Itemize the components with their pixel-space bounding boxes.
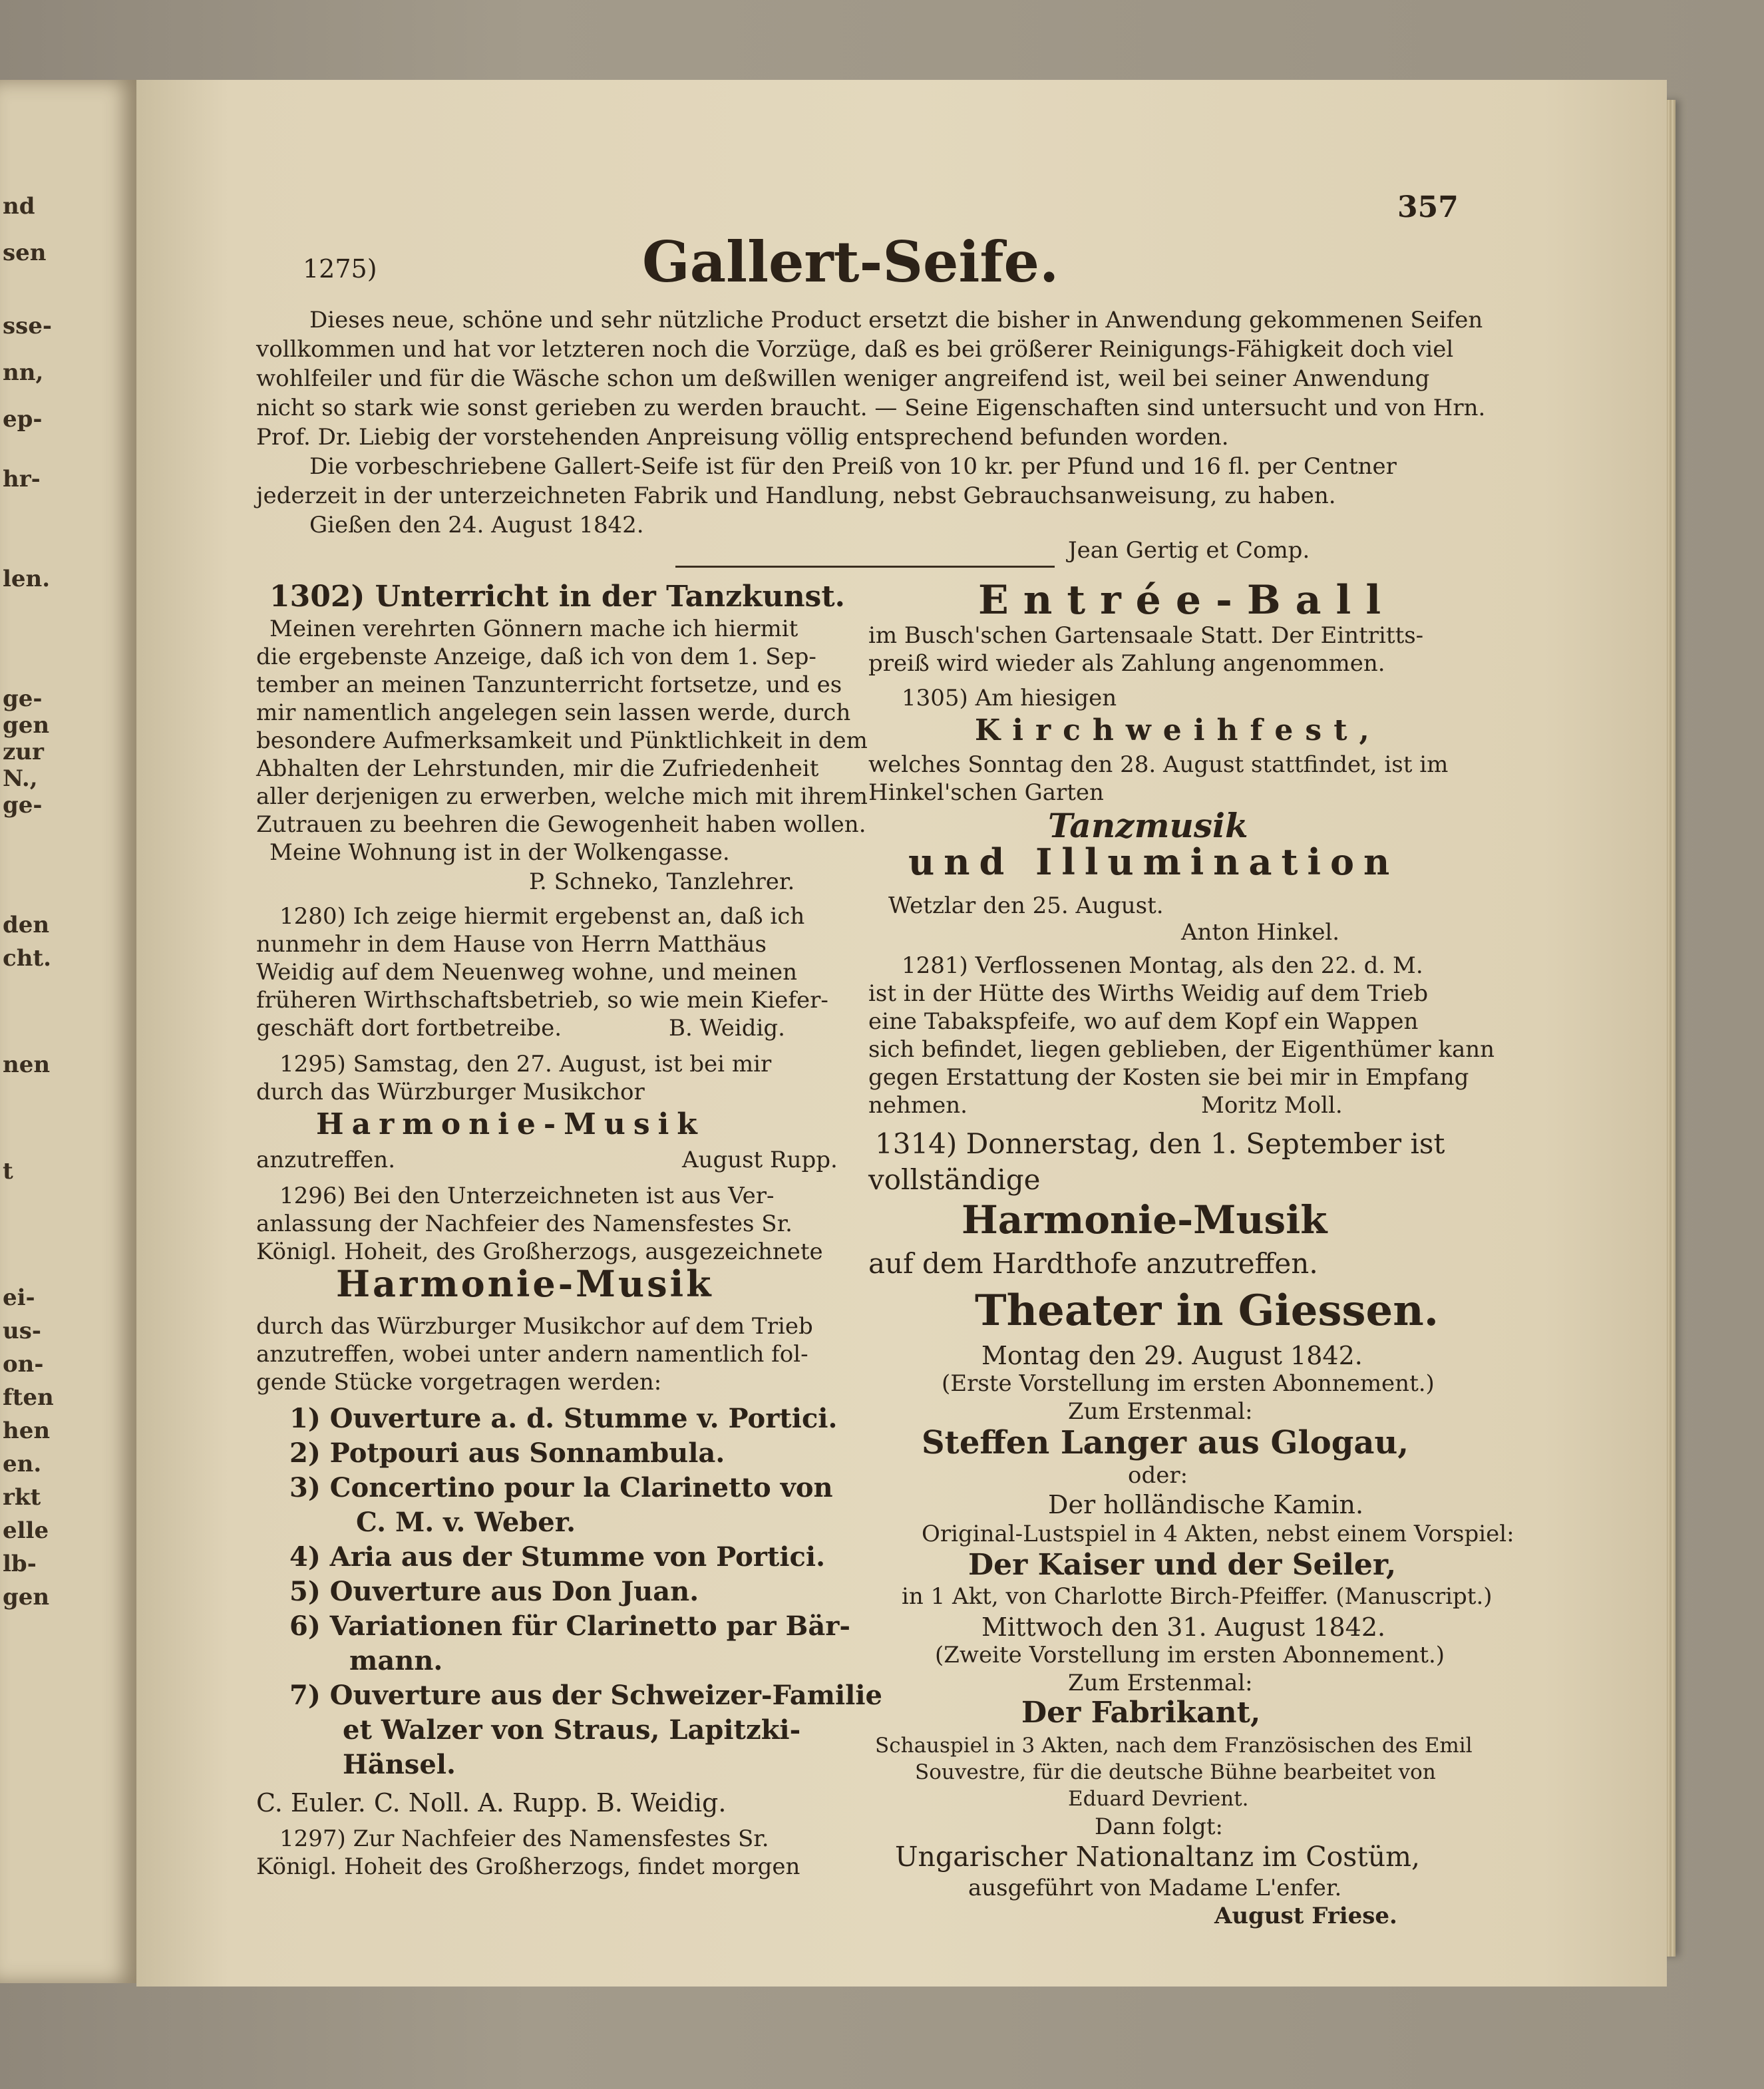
text-line: sich befindet, liegen geblieben, der Eigenthümer kann — [868, 1036, 1495, 1063]
newspaper-page — [136, 80, 1667, 1987]
left-page-fragment: en. — [3, 1451, 42, 1477]
ad-title: Harmonie-Musik — [316, 1107, 705, 1141]
program-item: 2) Potpouri aus Sonnambula. — [289, 1437, 725, 1469]
text-line: Meinen verehrten Gönnern mache ich hiermit — [269, 616, 798, 642]
text-line: oder: — [1128, 1462, 1188, 1489]
text-line: Ungarischer Nationaltanz im Costüm, — [895, 1841, 1421, 1873]
ad-title: Gallert-Seife. — [642, 229, 1059, 295]
text-line: (Erste Vorstellung im ersten Abonnement.) — [942, 1370, 1435, 1397]
text-line: vollkommen und hat vor letzteren noch die Vorzüge, daß es bei größerer Reinigungs-Fähigkeit doch viel — [256, 336, 1454, 363]
left-page-fragment: nn, — [3, 359, 44, 386]
text-line: ist in der Hütte des Wirths Weidig auf dem Trieb — [868, 980, 1429, 1007]
left-page-fragment: rkt — [3, 1484, 41, 1511]
text-line: Königl. Hoheit, des Großherzogs, ausgezeichnete — [256, 1238, 823, 1265]
left-page-fragment: den — [3, 912, 50, 938]
text-line: die ergebenste Anzeige, daß ich von dem 1. Sep- — [256, 644, 816, 670]
text-line: auf dem Hardthofe anzutreffen. — [868, 1247, 1318, 1280]
program-item: 5) Ouverture aus Don Juan. — [289, 1576, 699, 1607]
text-line: eine Tabakspfeife, wo auf dem Kopf ein Wappen — [868, 1008, 1419, 1035]
text-line: nehmen. — [868, 1092, 968, 1119]
left-page-fragment: N., — [3, 765, 38, 792]
ad-title: Entrée-Ball — [978, 577, 1396, 624]
text-line: preiß wird wieder als Zahlung angenommen. — [868, 650, 1385, 677]
text-line: durch das Würzburger Musikchor auf dem Trieb — [256, 1313, 813, 1340]
text-line: geschäft dort fortbetreibe. — [256, 1015, 562, 1042]
text-line: anzutreffen, wobei unter andern namentlich fol- — [256, 1341, 808, 1368]
text-line: Zum Erstenmal: — [1068, 1398, 1253, 1425]
divider-rule — [675, 566, 1055, 568]
text-line: Abhalten der Lehrstunden, mir die Zufriedenheit — [256, 755, 819, 782]
left-page-fragment: on- — [3, 1351, 44, 1378]
left-page-fragment: ge- — [3, 792, 43, 819]
text-line: nicht so stark wie sonst gerieben zu werden braucht. — Seine Eigenschaften sind untersucht und von Hrn. — [256, 395, 1486, 421]
text-line: Souvestre, für die deutsche Bühne bearbeitet von — [915, 1760, 1436, 1784]
left-page-fragment: sse- — [3, 313, 53, 339]
left-page-fragment: t — [3, 1158, 13, 1185]
text-line: 1281) Verflossenen Montag, als den 22. d. M. — [902, 952, 1423, 979]
text-line: Zum Erstenmal: — [1068, 1670, 1253, 1696]
text-line: Die vorbeschriebene Gallert-Seife ist für den Preiß von 10 kr. per Pfund und 16 fl. per Centner — [309, 453, 1397, 480]
ad-title: Harmonie-Musik — [962, 1197, 1327, 1242]
left-page-margin — [0, 80, 136, 1983]
text-line: 1295) Samstag, den 27. August, ist bei mir — [279, 1051, 772, 1077]
left-page-fragment: gen — [3, 1584, 50, 1611]
text-line: früheren Wirthschaftsbetrieb, so wie mein Kiefer- — [256, 987, 828, 1014]
program-item: 6) Variationen für Clarinetto par Bär- — [289, 1611, 850, 1642]
ad-number: 1275) — [303, 254, 377, 284]
text-line: 1297) Zur Nachfeier des Namensfestes Sr. — [279, 1825, 769, 1852]
left-page-fragment: gen — [3, 712, 50, 739]
program-item: et Walzer von Straus, Lapitzki- — [343, 1714, 801, 1746]
text-line: aller derjenigen zu erwerben, welche mich mit ihrem — [256, 783, 868, 810]
left-page-fragment: nd — [3, 193, 35, 220]
left-page-fragment: us- — [3, 1318, 41, 1344]
text-line: nunmehr in dem Hause von Herrn Matthäus — [256, 931, 767, 958]
text-line: wohlfeiler und für die Wäsche schon um deßwillen weniger angreifend ist, weil bei seiner Anwendung — [256, 365, 1430, 392]
text-line: im Busch'schen Gartensaale Statt. Der Eintritts- — [868, 622, 1424, 649]
program-item: 7) Ouverture aus der Schweizer-Familie — [289, 1680, 882, 1711]
left-page-fragment: lb- — [3, 1551, 37, 1577]
left-page-fragment: ep- — [3, 406, 43, 433]
text-line: anzutreffen. — [256, 1147, 395, 1173]
text-line: 1314) Donnerstag, den 1. September ist — [875, 1127, 1445, 1160]
signature: Anton Hinkel. — [1181, 919, 1340, 946]
signature: B. Weidig. — [669, 1015, 785, 1042]
text-line: Eduard Devrient. — [1068, 1787, 1249, 1811]
ad-title: Harmonie-Musik — [336, 1262, 714, 1305]
ad-number: 1302) — [269, 580, 365, 614]
left-page-fragment: ge- — [3, 685, 43, 712]
left-page-fragment: nen — [3, 1051, 51, 1078]
signature: August Rupp. — [682, 1147, 838, 1173]
text-line: gende Stücke vorgetragen werden: — [256, 1369, 662, 1396]
text-line: Prof. Dr. Liebig der vorstehenden Anpreisung völlig entsprechend befunden worden. — [256, 424, 1229, 451]
text-line: Zutrauen zu beehren die Gewogenheit haben wollen. — [256, 811, 866, 838]
left-page-fragment: len. — [3, 566, 51, 592]
text-line: Schauspiel in 3 Akten, nach dem Französischen des Emil — [875, 1734, 1473, 1758]
text-line: Der holländische Kamin. — [1048, 1490, 1364, 1519]
text-line: gegen Erstattung der Kosten sie bei mir in Empfang — [868, 1064, 1469, 1091]
text-line: durch das Würzburger Musikchor — [256, 1079, 645, 1105]
text-line: Original-Lustspiel in 4 Akten, nebst einem Vorspiel: — [922, 1521, 1514, 1547]
text-line: Dann folgt: — [1095, 1813, 1223, 1840]
text-line: (Zweite Vorstellung im ersten Abonnement.) — [935, 1642, 1445, 1668]
text-line: 1296) Bei den Unterzeichneten ist aus Ver- — [279, 1183, 775, 1209]
program-item: Hänsel. — [343, 1749, 456, 1780]
theater-title: Theater in Giessen. — [975, 1286, 1439, 1336]
text-line: jederzeit in der unterzeichneten Fabrik und Handlung, nebst Gebrauchsanweisung, zu haben. — [256, 482, 1336, 509]
left-page-fragment: elle — [3, 1517, 49, 1544]
text-line: Montag den 29. August 1842. — [981, 1341, 1363, 1370]
text-line: Weidig auf dem Neuenweg wohne, und meinen — [256, 959, 798, 986]
signature: August Friese. — [1214, 1903, 1397, 1929]
play-title: Der Fabrikant, — [1021, 1696, 1261, 1730]
signature: P. Schneko, Tanzlehrer. — [529, 868, 795, 895]
program-item: 4) Aria aus der Stumme von Portici. — [289, 1541, 825, 1573]
left-page-fragment: sen — [3, 240, 47, 266]
page-number: 357 — [1397, 190, 1459, 224]
play-title: Der Kaiser und der Seiler, — [968, 1548, 1397, 1582]
ad-title: Tanzmusik — [1048, 806, 1248, 845]
left-page-fragment: ften — [3, 1384, 54, 1411]
text-line: 1280) Ich zeige hiermit ergebenst an, daß ich — [279, 903, 805, 930]
text-line: in 1 Akt, von Charlotte Birch-Pfeiffer. (Manuscript.) — [902, 1583, 1493, 1610]
program-item: 3) Concertino pour la Clarinetto von — [289, 1472, 833, 1503]
signatures: C. Euler. C. Noll. A. Rupp. B. Weidig. — [256, 1788, 727, 1817]
ad-title: Unterricht in der Tanzkunst. — [375, 580, 845, 614]
signature: Moritz Moll. — [1201, 1092, 1343, 1119]
left-page-fragment: ei- — [3, 1284, 35, 1311]
signature: Jean Gertig et Comp. — [1068, 537, 1310, 564]
text-line: besondere Aufmerksamkeit und Pünktlichkeit in dem — [256, 727, 868, 754]
left-page-fragment: hen — [3, 1418, 51, 1444]
text-line: Königl. Hoheit des Großherzogs, findet morgen — [256, 1853, 800, 1880]
program-item: mann. — [349, 1645, 443, 1676]
ad-heading-1302 — [269, 582, 845, 612]
left-page-fragment: zur — [3, 739, 44, 765]
place-date: Wetzlar den 25. August. — [888, 892, 1164, 919]
text-line: Meine Wohnung ist in der Wolkengasse. — [269, 839, 730, 866]
text-line: Hinkel'schen Garten — [868, 779, 1104, 806]
ad-title: und Illumination — [908, 841, 1399, 883]
text-line: mir namentlich angelegen sein lassen werde, durch — [256, 699, 851, 726]
text-line: ausgeführt von Madame L'enfer. — [968, 1875, 1342, 1901]
text-line: Mittwoch den 31. August 1842. — [981, 1613, 1386, 1642]
program-item: C. M. v. Weber. — [356, 1507, 576, 1538]
text-line: anlassung der Nachfeier des Namensfestes Sr. — [256, 1211, 793, 1237]
text-line: tember an meinen Tanzunterricht fortsetze, und es — [256, 671, 842, 698]
left-page-fragment: cht. — [3, 945, 51, 972]
text-line: Dieses neue, schöne und sehr nützliche Product ersetzt die bisher in Anwendung gekommenen Seifen — [309, 307, 1483, 333]
text-line: 1305) Am hiesigen — [902, 685, 1117, 711]
text-line: welches Sonntag den 28. August stattfindet, ist im — [868, 751, 1449, 778]
ad-title: Kirchweihfest, — [975, 713, 1381, 747]
left-page-fragment: hr- — [3, 466, 41, 492]
program-item: 1) Ouverture a. d. Stumme v. Portici. — [289, 1403, 838, 1434]
place-date: Gießen den 24. August 1842. — [309, 512, 644, 538]
play-title: Steffen Langer aus Glogau, — [922, 1424, 1409, 1461]
text-line: vollständige — [868, 1163, 1041, 1196]
